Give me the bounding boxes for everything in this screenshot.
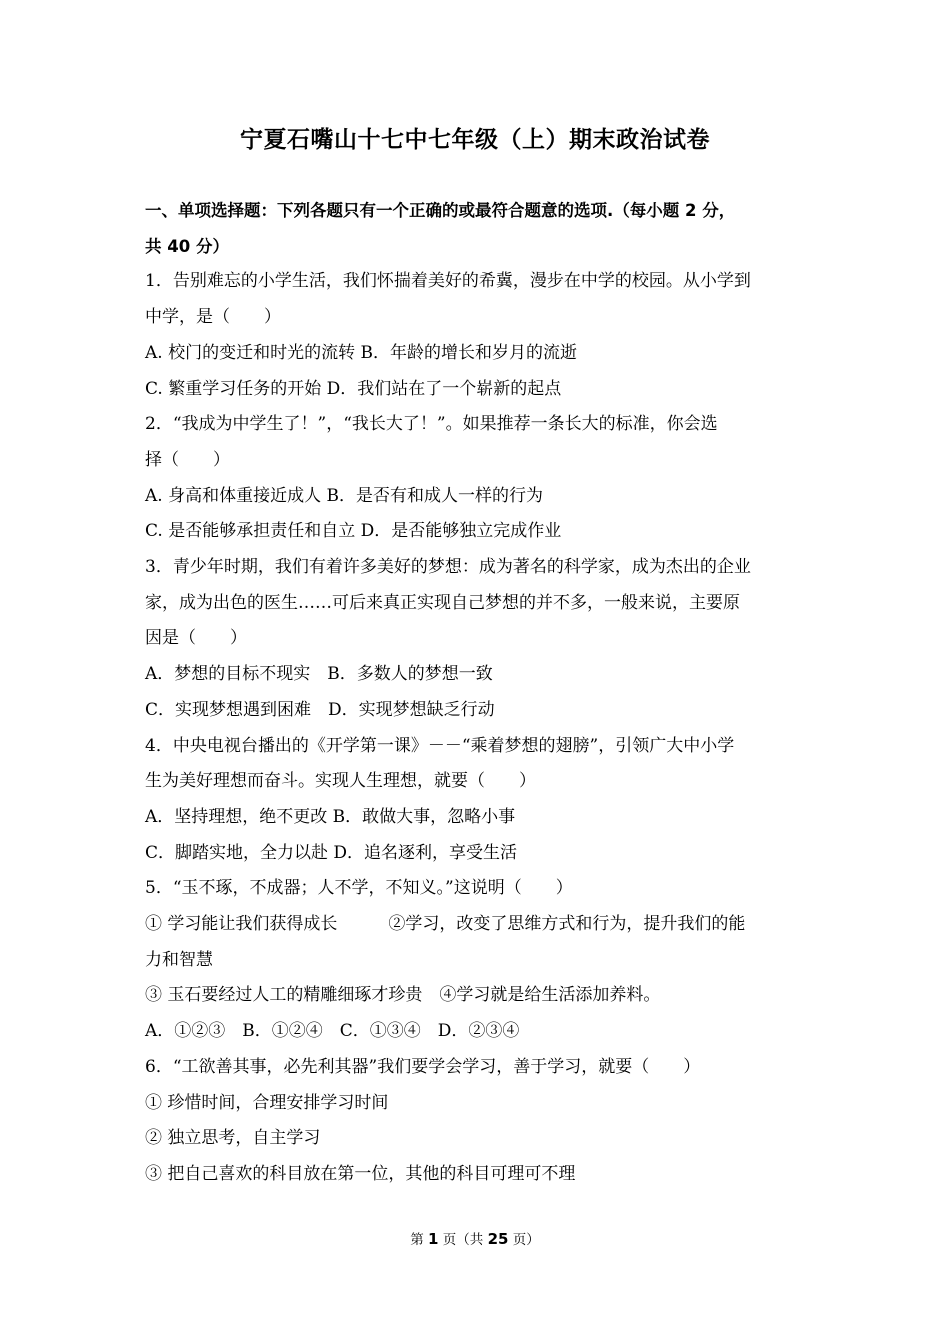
footer-total-pages: 25: [487, 1230, 509, 1248]
text-line: 因是（ ）: [145, 628, 247, 649]
section-heading: 一、单项选择题：下列各题只有一个正确的或最符合题意的选项.（每小题 2 分，: [145, 201, 736, 220]
text-line: 生为美好理想而奋斗。实现人生理想，就要（ ）: [145, 771, 536, 792]
text-line: C. 繁重学习任务的开始 D．我们站在了一个崭新的起点: [145, 378, 562, 399]
text-line: 家，成为出色的医生……可后来真正实现自己梦想的并不多，一般来说，主要原: [145, 592, 740, 613]
text-line: 5．“玉不琢，不成器；人不学，不知义。”这说明（ ）: [145, 878, 573, 899]
text-line: A．坚持理想，绝不更改 B．敢做大事，忽略小事: [145, 806, 516, 827]
footer-prefix: 第: [410, 1232, 424, 1248]
text-line: C. 是否能够承担责任和自立 D．是否能够独立完成作业: [145, 521, 562, 542]
text-line: ② 独立思考，自主学习: [145, 1128, 321, 1149]
footer-suffix: 页）: [512, 1232, 540, 1248]
text-line: 3．青少年时期，我们有着许多美好的梦想：成为著名的科学家，成为杰出的企业: [145, 557, 751, 578]
footer-page-number: 1: [428, 1230, 439, 1248]
exam-title: 宁夏石嘴山十七中七年级（上）期末政治试卷: [240, 127, 710, 153]
exam-content: [145, 193, 813, 1193]
text-line: C．脚踏实地，全力以赴 D．追名逐利，享受生活: [145, 842, 518, 863]
text-line: ① 珍惜时间，合理安排学习时间: [145, 1092, 389, 1113]
text-line: 力和智慧: [145, 949, 213, 970]
text-line: A. 校门的变迁和时光的流转 B．年龄的增长和岁月的流逝: [145, 342, 577, 363]
text-line: ③ 玉石要经过人工的精雕细琢才珍贵 ④学习就是给生活添加养料。: [145, 985, 661, 1006]
text-line: 择（ ）: [145, 449, 230, 470]
text-line: A．①②③ B．①②④ C．①③④ D．②③④: [145, 1021, 520, 1042]
text-line: A．梦想的目标不现实 B．多数人的梦想一致: [145, 664, 493, 685]
text-line: A. 身高和体重接近成人 B．是否有和成人一样的行为: [145, 485, 543, 506]
page-footer: [0, 1228, 950, 1248]
text-line: 2．“我成为中学生了！”，“我长大了！”。如果推荐一条长大的标准，你会选: [145, 414, 718, 435]
question-lines: [145, 264, 813, 1192]
text-line: 中学，是（ ）: [145, 307, 281, 328]
text-line: ③ 把自己喜欢的科目放在第一位，其他的科目可理可不理: [145, 1163, 576, 1184]
text-line: 1．告别难忘的小学生活，我们怀揣着美好的希冀，漫步在中学的校园。从小学到: [145, 271, 751, 292]
footer-mid: 页（共: [442, 1232, 484, 1248]
section-heading-cont: 共 40 分）: [145, 236, 229, 256]
text-line: 6．“工欲善其事，必先利其器”我们要学会学习，善于学习，就要（ ）: [145, 1056, 701, 1077]
text-line: 4．中央电视台播出的《开学第一课》－－“乘着梦想的翅膀”，引领广大中小学: [145, 735, 735, 756]
text-line: C．实现梦想遇到困难 D．实现梦想缺乏行动: [145, 699, 495, 720]
text-line: ① 学习能让我们获得成长 ②学习，改变了思维方式和行为，提升我们的能: [145, 914, 746, 935]
